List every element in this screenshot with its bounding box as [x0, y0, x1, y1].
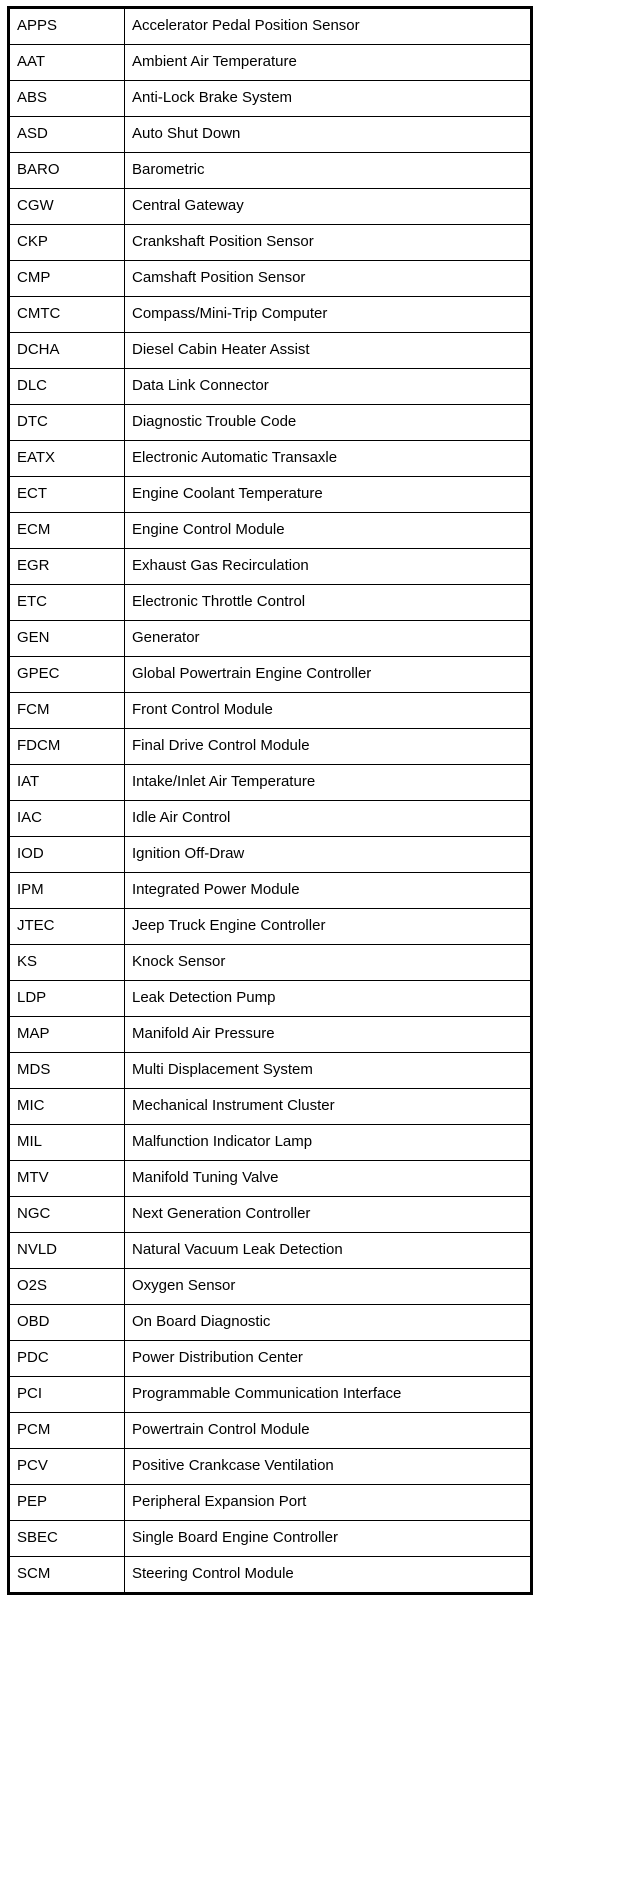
abbreviation-cell: APPS [9, 8, 125, 45]
table-row [9, 225, 532, 261]
table-row [9, 405, 532, 441]
abbreviation-cell: AAT [9, 45, 125, 81]
table-row [9, 117, 532, 153]
definition-cell: Jeep Truck Engine Controller [125, 909, 532, 945]
abbreviation-cell: MIL [9, 1125, 125, 1161]
abbreviation-cell: EGR [9, 549, 125, 585]
table-row [9, 837, 532, 873]
table-row [9, 981, 532, 1017]
abbreviation-cell: MAP [9, 1017, 125, 1053]
abbreviation-cell: IAC [9, 801, 125, 837]
definition-cell: Ambient Air Temperature [125, 45, 532, 81]
abbreviation-cell: NGC [9, 1197, 125, 1233]
table-row [9, 1413, 532, 1449]
definition-cell: Leak Detection Pump [125, 981, 532, 1017]
abbreviation-cell: CMTC [9, 297, 125, 333]
table-row [9, 909, 532, 945]
definition-cell: Data Link Connector [125, 369, 532, 405]
definition-cell: Peripheral Expansion Port [125, 1485, 532, 1521]
definition-cell: Accelerator Pedal Position Sensor [125, 8, 532, 45]
abbreviation-cell: LDP [9, 981, 125, 1017]
definition-cell: Multi Displacement System [125, 1053, 532, 1089]
definition-cell: Electronic Throttle Control [125, 585, 532, 621]
table-row [9, 1197, 532, 1233]
abbreviation-cell: ECT [9, 477, 125, 513]
table-row [9, 1485, 532, 1521]
definition-cell: Steering Control Module [125, 1557, 532, 1594]
table-row [9, 945, 532, 981]
table-row [9, 297, 532, 333]
table-row [9, 1233, 532, 1269]
abbreviation-cell: GPEC [9, 657, 125, 693]
table-row [9, 1557, 532, 1594]
table-row [9, 441, 532, 477]
definition-cell: Single Board Engine Controller [125, 1521, 532, 1557]
definition-cell: Malfunction Indicator Lamp [125, 1125, 532, 1161]
definition-cell: Idle Air Control [125, 801, 532, 837]
definition-cell: Global Powertrain Engine Controller [125, 657, 532, 693]
definition-cell: Front Control Module [125, 693, 532, 729]
table-row [9, 333, 532, 369]
abbreviation-cell: EATX [9, 441, 125, 477]
abbreviation-cell: CGW [9, 189, 125, 225]
abbreviation-cell: GEN [9, 621, 125, 657]
abbreviation-cell: DCHA [9, 333, 125, 369]
abbreviation-table-body [9, 8, 532, 1594]
abbreviation-cell: PCI [9, 1377, 125, 1413]
definition-cell: Knock Sensor [125, 945, 532, 981]
abbreviation-cell: DLC [9, 369, 125, 405]
table-row [9, 657, 532, 693]
definition-cell: Anti-Lock Brake System [125, 81, 532, 117]
definition-cell: Camshaft Position Sensor [125, 261, 532, 297]
table-row [9, 549, 532, 585]
table-row [9, 45, 532, 81]
table-row [9, 1449, 532, 1485]
table-row [9, 1053, 532, 1089]
table-row [9, 1377, 532, 1413]
abbreviation-cell: MIC [9, 1089, 125, 1125]
abbreviation-cell: ETC [9, 585, 125, 621]
abbreviation-cell: ASD [9, 117, 125, 153]
table-row [9, 765, 532, 801]
abbreviation-cell: O2S [9, 1269, 125, 1305]
table-row [9, 621, 532, 657]
abbreviation-cell: IAT [9, 765, 125, 801]
definition-cell: Engine Coolant Temperature [125, 477, 532, 513]
table-row [9, 81, 532, 117]
table-row [9, 873, 532, 909]
definition-cell: Barometric [125, 153, 532, 189]
table-row [9, 8, 532, 45]
abbreviation-cell: ECM [9, 513, 125, 549]
abbreviation-cell: MDS [9, 1053, 125, 1089]
definition-cell: Intake/Inlet Air Temperature [125, 765, 532, 801]
table-row [9, 1305, 532, 1341]
definition-cell: Crankshaft Position Sensor [125, 225, 532, 261]
table-row [9, 369, 532, 405]
abbreviation-cell: IPM [9, 873, 125, 909]
definition-cell: Diesel Cabin Heater Assist [125, 333, 532, 369]
table-row [9, 261, 532, 297]
definition-cell: Compass/Mini-Trip Computer [125, 297, 532, 333]
definition-cell: Mechanical Instrument Cluster [125, 1089, 532, 1125]
abbreviation-cell: FCM [9, 693, 125, 729]
table-row [9, 729, 532, 765]
definition-cell: Electronic Automatic Transaxle [125, 441, 532, 477]
abbreviation-cell: DTC [9, 405, 125, 441]
abbreviation-cell: SBEC [9, 1521, 125, 1557]
definition-cell: Next Generation Controller [125, 1197, 532, 1233]
definition-cell: Natural Vacuum Leak Detection [125, 1233, 532, 1269]
table-row [9, 1089, 532, 1125]
definition-cell: Manifold Tuning Valve [125, 1161, 532, 1197]
abbreviation-cell: PDC [9, 1341, 125, 1377]
abbreviation-cell: MTV [9, 1161, 125, 1197]
table-row [9, 1269, 532, 1305]
definition-cell: Diagnostic Trouble Code [125, 405, 532, 441]
table-row [9, 477, 532, 513]
abbreviation-cell: ABS [9, 81, 125, 117]
table-row [9, 513, 532, 549]
definition-cell: Oxygen Sensor [125, 1269, 532, 1305]
abbreviation-cell: BARO [9, 153, 125, 189]
abbreviation-cell: NVLD [9, 1233, 125, 1269]
definition-cell: Integrated Power Module [125, 873, 532, 909]
abbreviation-cell: IOD [9, 837, 125, 873]
definition-cell: Positive Crankcase Ventilation [125, 1449, 532, 1485]
definition-cell: Exhaust Gas Recirculation [125, 549, 532, 585]
definition-cell: Engine Control Module [125, 513, 532, 549]
definition-cell: Central Gateway [125, 189, 532, 225]
abbreviation-cell: CMP [9, 261, 125, 297]
abbreviation-cell: PEP [9, 1485, 125, 1521]
table-row [9, 1521, 532, 1557]
table-row [9, 693, 532, 729]
definition-cell: Final Drive Control Module [125, 729, 532, 765]
abbreviation-cell: SCM [9, 1557, 125, 1594]
table-row [9, 1341, 532, 1377]
table-row [9, 1125, 532, 1161]
abbreviation-cell: CKP [9, 225, 125, 261]
definition-cell: Manifold Air Pressure [125, 1017, 532, 1053]
definition-cell: Powertrain Control Module [125, 1413, 532, 1449]
table-row [9, 189, 532, 225]
abbreviation-cell: PCV [9, 1449, 125, 1485]
definition-cell: Programmable Communication Interface [125, 1377, 532, 1413]
abbreviation-table [7, 6, 533, 1595]
definition-cell: Auto Shut Down [125, 117, 532, 153]
table-row [9, 801, 532, 837]
abbreviation-cell: JTEC [9, 909, 125, 945]
table-row [9, 1017, 532, 1053]
abbreviation-cell: KS [9, 945, 125, 981]
abbreviation-cell: FDCM [9, 729, 125, 765]
definition-cell: On Board Diagnostic [125, 1305, 532, 1341]
definition-cell: Power Distribution Center [125, 1341, 532, 1377]
table-row [9, 585, 532, 621]
definition-cell: Ignition Off-Draw [125, 837, 532, 873]
abbreviation-cell: PCM [9, 1413, 125, 1449]
abbreviation-cell: OBD [9, 1305, 125, 1341]
table-row [9, 1161, 532, 1197]
table-row [9, 153, 532, 189]
definition-cell: Generator [125, 621, 532, 657]
